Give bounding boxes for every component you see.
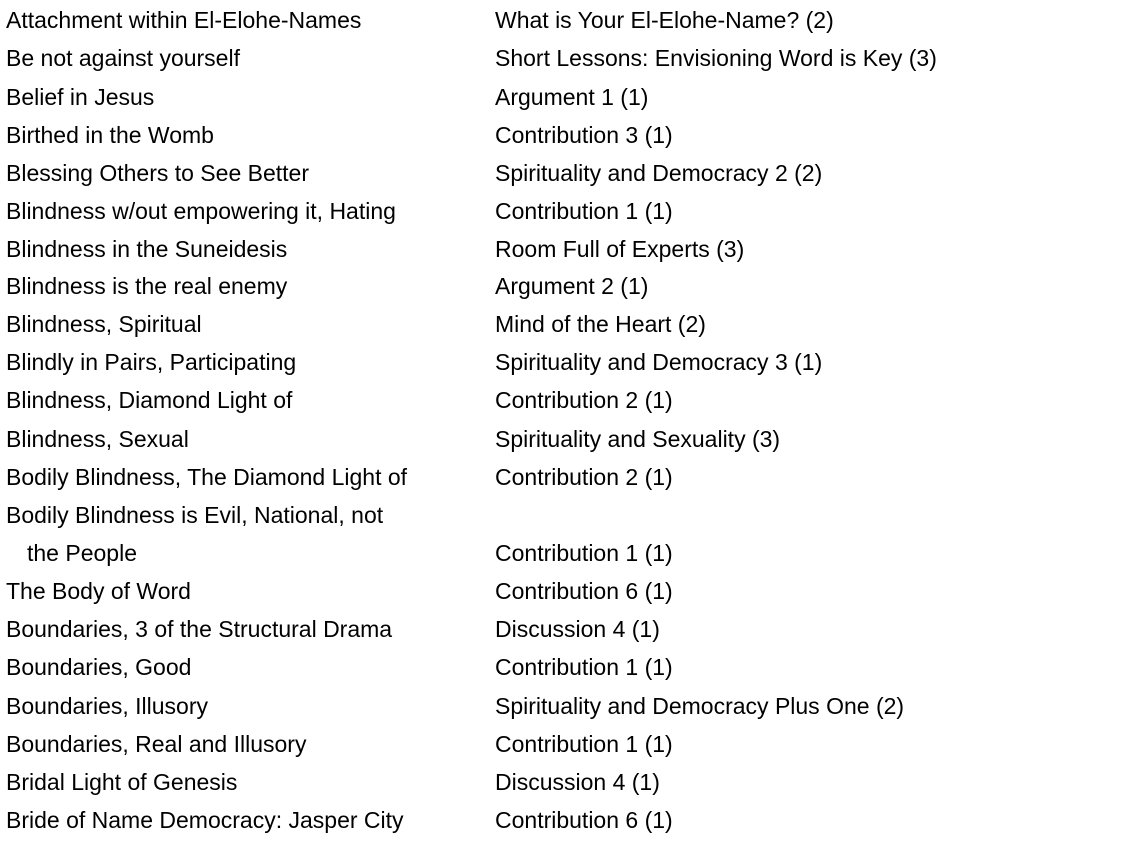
index-entry: [0, 610, 1135, 648]
index-entry: [0, 192, 1135, 230]
index-reference: Contribution 1 (1): [495, 198, 673, 224]
index-reference: Room Full of Experts (3): [495, 236, 745, 262]
index-reference: Contribution 6 (1): [495, 807, 673, 833]
index-topic-continuation: the People: [27, 540, 137, 566]
index-topic: Boundaries, Illusory: [6, 693, 208, 719]
index-reference: Mind of the Heart (2): [495, 311, 706, 337]
index-topic: Blessing Others to See Better: [6, 160, 309, 186]
index-topic: Blindness, Spiritual: [6, 311, 202, 337]
index-topic: Belief in Jesus: [6, 84, 155, 110]
index-topic: Blindness in the Suneidesis: [6, 236, 288, 262]
index-entry: [0, 572, 1135, 610]
index-topic: Birthed in the Womb: [6, 122, 214, 148]
index-topic: Attachment within El-Elohe-Names: [6, 7, 362, 33]
index-entry: [0, 687, 1135, 725]
index-topic: Bodily Blindness is Evil, National, not: [6, 502, 384, 528]
index-topic: Blindness, Diamond Light of: [6, 387, 293, 413]
index-reference: Contribution 1 (1): [495, 540, 673, 566]
index-topic: Blindness, Sexual: [6, 426, 189, 452]
index-topic: Boundaries, 3 of the Structural Drama: [6, 616, 393, 642]
index-reference: Contribution 2 (1): [495, 387, 673, 413]
index-topic: Boundaries, Good: [6, 654, 192, 680]
index-entry: [0, 496, 1135, 534]
index-reference: Spirituality and Democracy 2 (2): [495, 160, 823, 186]
index-entry: [0, 458, 1135, 496]
index-reference: Contribution 1 (1): [495, 731, 673, 757]
index-topic: Bride of Name Democracy: Jasper City: [6, 807, 404, 833]
index-reference: Discussion 4 (1): [495, 616, 660, 642]
index-entry: [0, 305, 1135, 343]
index-topic: Bridal Light of Genesis: [6, 769, 238, 795]
index-entry: [0, 763, 1135, 801]
index-entry: [0, 381, 1135, 419]
index-topic: Be not against yourself: [6, 45, 240, 71]
index-entry: [0, 78, 1135, 116]
index-entry: [0, 116, 1135, 154]
index-entry: [0, 420, 1135, 458]
index-entry: [0, 801, 1135, 839]
index-entry: [0, 267, 1135, 305]
index-entry: [0, 343, 1135, 381]
index-reference: Argument 2 (1): [495, 273, 649, 299]
index-topic: Bodily Blindness, The Diamond Light of: [6, 464, 408, 490]
index-entry: [0, 154, 1135, 192]
index-reference: Spirituality and Democracy 3 (1): [495, 349, 823, 375]
index-reference: Discussion 4 (1): [495, 769, 660, 795]
index-entry: [0, 230, 1135, 268]
index-reference: What is Your El-Elohe-Name? (2): [495, 7, 834, 33]
index-reference: Contribution 6 (1): [495, 578, 673, 604]
index-entry: [0, 648, 1135, 686]
index-topic: Boundaries, Real and Illusory: [6, 731, 307, 757]
index-entry-continuation: [0, 534, 1135, 572]
index-reference: Spirituality and Democracy Plus One (2): [495, 693, 905, 719]
index-reference: Contribution 3 (1): [495, 122, 673, 148]
index-reference: Short Lessons: Envisioning Word is Key (3): [495, 45, 937, 71]
index-topic: The Body of Word: [6, 578, 191, 604]
index-reference: Contribution 1 (1): [495, 654, 673, 680]
index-topic: Blindness is the real enemy: [6, 273, 288, 299]
index-topic: Blindly in Pairs, Participating: [6, 349, 297, 375]
index-reference: Argument 1 (1): [495, 84, 649, 110]
index-entry: [0, 1, 1135, 39]
index-topic: Blindness w/out empowering it, Hating: [6, 198, 396, 224]
index-entry: [0, 725, 1135, 763]
index-reference: Spirituality and Sexuality (3): [495, 426, 781, 452]
index-entry: [0, 39, 1135, 77]
index-reference: Contribution 2 (1): [495, 464, 673, 490]
